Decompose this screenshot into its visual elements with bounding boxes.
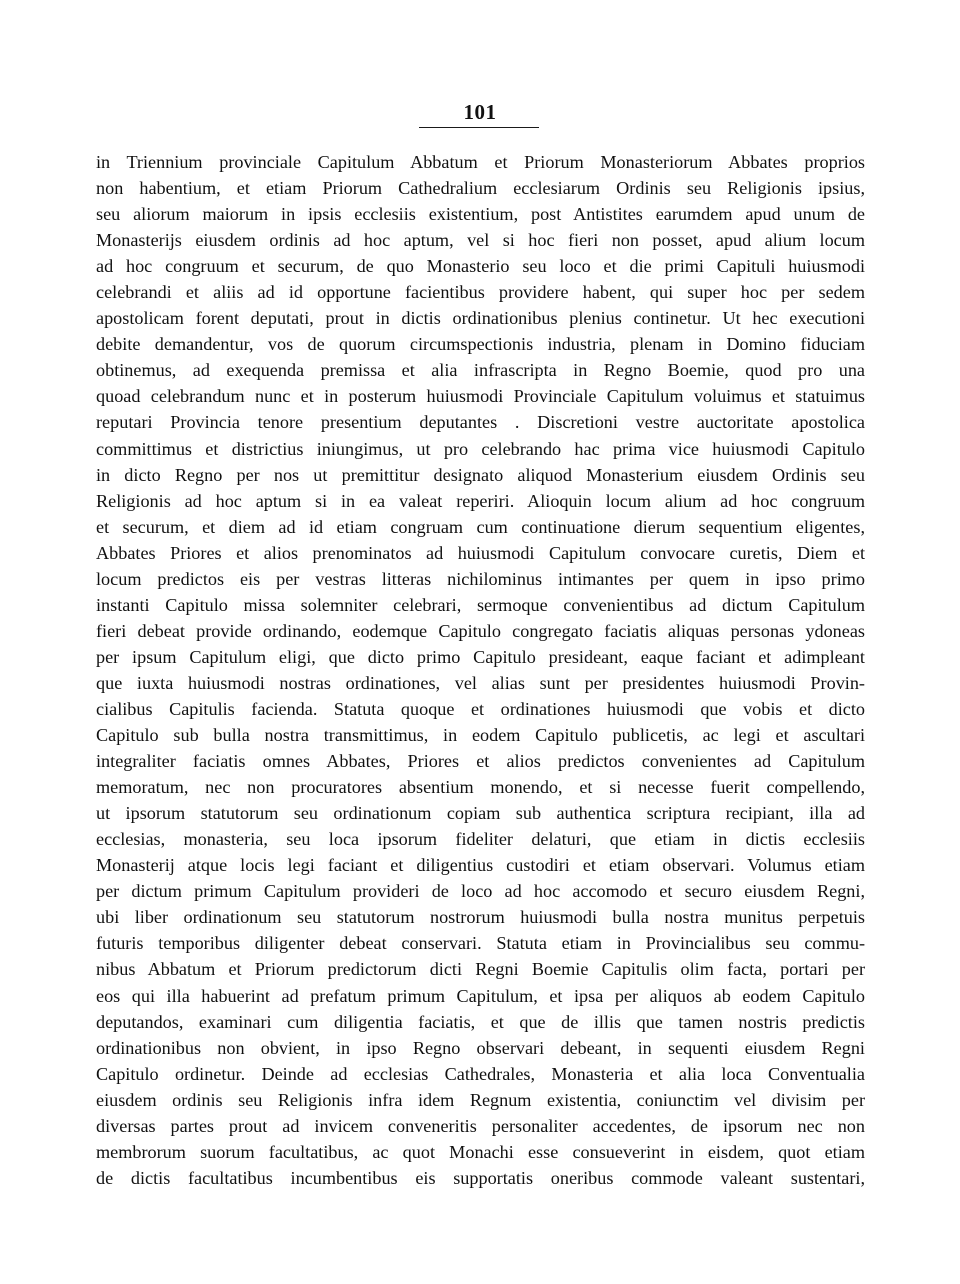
text-line: membrorum suorum facultatibus, ac quot Monachi esse consueverint in eisdem, quot etiam xyxy=(96,1141,865,1162)
text-line: ad hoc congruum et securum, de quo Monasterio seu loco et die primi Capituli huiusmodi xyxy=(96,256,865,277)
text-line: instanti Capitulo missa solemniter celebrari, sermoque convenientibus ad dictum Capitulum xyxy=(96,594,865,615)
text-line: in dicto Regno per nos ut premittitur designato aliquod Monasterium eiusdem Ordinis seu xyxy=(96,464,865,485)
text-line: reputari Provincia tenore presentium deputantes . Discretioni vestre auctoritate apostolica xyxy=(96,412,865,433)
text-line: apostolicam forent deputati, prout in dictis ordinationibus plenius continetur. Ut hec executioni xyxy=(96,308,865,329)
text-line: eos qui illa habuerint ad prefatum primum Capitulum, et ipsa per aliquos ab eodem Capitulo xyxy=(96,985,865,1006)
text-line: diversas partes prout ad invicem conveneritis personaliter accedentes, de ipsorum nec non xyxy=(96,1115,865,1136)
text-line: memoratum, nec non procuratores absentium monendo, et si necesse fuerit compellendo, xyxy=(96,777,865,798)
text-line: per dictum primum Capitulum provideri de loco ad hoc accomodo et securo eiusdem Regni, xyxy=(96,881,865,902)
text-line: et securum, et diem ad id etiam congruam cum continuatione dierum sequentium eligentes, xyxy=(96,516,865,537)
text-line: cialibus Capitulis facienda. Statuta quoque et ordinationes huiusmodi que vobis et dicto xyxy=(96,698,865,719)
text-line: locum predictos eis per vestras litteras nichilominus intimantes per quem in ipso primo xyxy=(96,568,865,589)
text-line: non habentium, et etiam Priorum Cathedralium ecclesiarum Ordinis seu Religionis ipsius, xyxy=(96,178,865,199)
text-line: celebrandi et aliis ad id opportune facientibus providere habent, qui super hoc per sedem xyxy=(96,282,865,303)
header-rule xyxy=(419,127,539,128)
text-line: in Triennium provinciale Capitulum Abbatum et Priorum Monasteriorum Abbates proprios xyxy=(96,152,865,172)
text-line: que iuxta huiusmodi nostras ordinationes, vel alias sunt per presidentes huiusmodi Provin- xyxy=(96,672,865,693)
text-line: Capitulo sub bulla nostra transmittimus, in eodem Capitulo publicetis, ac legi et ascultari xyxy=(96,725,865,746)
body-text xyxy=(96,149,865,1191)
text-line: ut ipsorum statutorum seu ordinationum copiam sub authentica scriptura recipiant, illa ad xyxy=(96,803,865,824)
text-line: per ipsum Capitulum eligi, que dicto primo Capitulo presideant, eaque faciant et adimpleant xyxy=(96,646,865,667)
text-line: de dictis facultatibus incumbentibus eis supportatis oneribus commode valeant sustentari, xyxy=(96,1167,865,1188)
text-line: eiusdem ordinis seu Religionis infra idem Regnum existentia, coniunctim vel divisim per xyxy=(96,1089,865,1110)
text-line: Religionis ad hoc aptum si in ea valeat reperiri. Alioquin locum alium ad hoc congruum xyxy=(96,490,865,511)
text-line: Capitulo ordinetur. Deinde ad ecclesias Cathedrales, Monasteria et alia loca Conventualia xyxy=(96,1063,865,1084)
text-line: ordinationibus non obvient, in ipso Regno observari debeant, in sequenti eiusdem Regni xyxy=(96,1037,865,1058)
text-line: ecclesias, monasteria, seu loca ipsorum fideliter delaturi, que etiam in dictis ecclesiis xyxy=(96,829,865,850)
text-line: seu aliorum maiorum in ipsis ecclesiis existentium, post Antistites earumdem apud unum de xyxy=(96,204,865,225)
page-number: 101 xyxy=(463,100,497,124)
text-line: futuris temporibus diligenter debeat conservari. Statuta etiam in Provincialibus seu commu- xyxy=(96,933,865,954)
text-line: Abbates Priores et alios prenominatos ad huiusmodi Capitulum convocare curetis, Diem et xyxy=(96,542,865,563)
text-line: nibus Abbatum et Priorum predictorum dicti Regni Boemie Capitulis olim facta, portari per xyxy=(96,959,865,980)
text-line: obtinemus, ad exequenda premissa et alia infrascripta in Regno Boemie, quod pro una xyxy=(96,360,865,381)
text-line: Monasterij atque locis legi faciant et diligentius custodiri et etiam observari. Volumus etiam xyxy=(96,855,865,876)
text-line: deputandos, examinari cum diligentia faciatis, et que de illis que tamen nostris predictis xyxy=(96,1011,865,1032)
text-line: Monasterijs eiusdem ordinis ad hoc aptum, vel si hoc fieri non posset, apud alium locum xyxy=(96,230,865,251)
text-line: fieri debeat provide ordinando, eodemque Capitulo congregato faciatis aliquas personas ydoneas xyxy=(96,620,865,641)
text-line: debite demandentur, vos de quorum circumspectionis industria, plenam in Domino fiduciam xyxy=(96,334,865,355)
text-line: integraliter faciatis omnes Abbates, Priores et alios predictos convenientes ad Capitulum xyxy=(96,751,865,772)
text-line: quoad celebrandum nunc et in posterum huiusmodi Provinciale Capitulum voluimus et statuimus xyxy=(96,386,865,407)
text-line: ubi liber ordinationum seu statutorum nostrorum huiusmodi bulla nostra munitus perpetuis xyxy=(96,907,865,928)
text-line: committimus et districtius iniungimus, ut pro celebrando hac prima vice huiusmodi Capitulo xyxy=(96,438,865,459)
